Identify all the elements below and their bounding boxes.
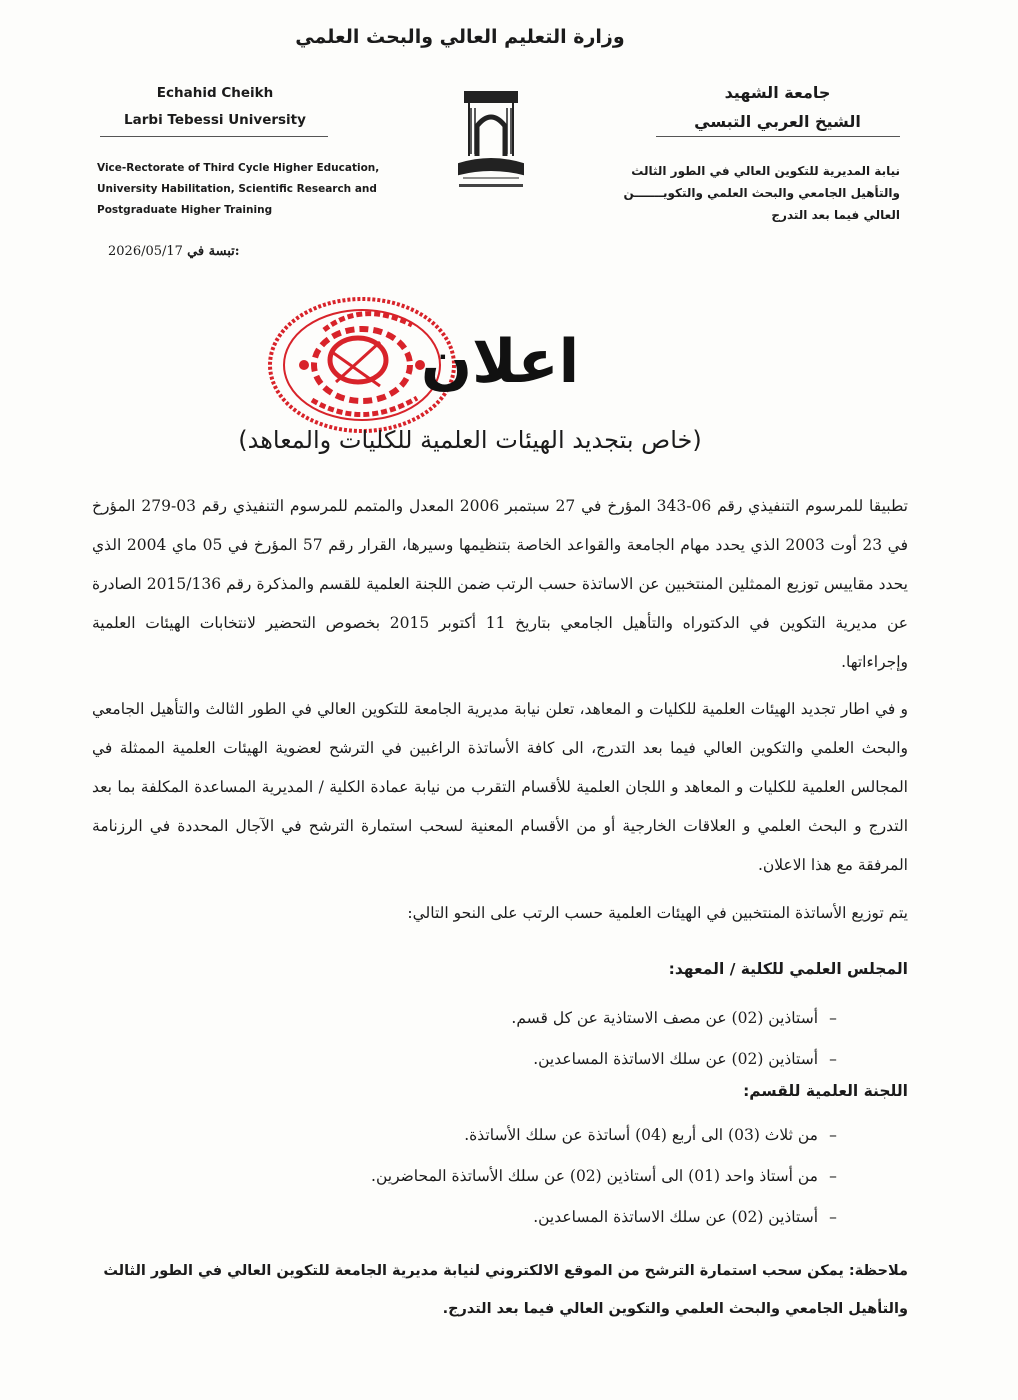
note-paragraph: ملاحظة: يمكن سحب استمارة الترشح من الموقع الالكتروني لنيابة مديرية الجامعة للتكوين العالي في الطور الثالث والتأهيل الجامعي والبحث العلمي والتكوين العالي فيما بعد التدرج.: [103, 1263, 908, 1317]
ministry-name: وزارة التعليم العالي والبحث العلمي: [295, 26, 625, 48]
dash-bullet: –: [829, 1050, 837, 1068]
list-item: [92, 1039, 848, 1080]
university-name-ar: [655, 78, 900, 136]
vice-rectorate-ar-line2: والتأهيل الجامعي والبحث العلمي والتكويـــــــن: [623, 186, 900, 200]
vice-rectorate-en-line2: University Habilitation, Scientific Research and: [97, 183, 377, 195]
faculty-council-heading: المجلس العلمي للكلية / المعهد:: [668, 960, 908, 978]
university-name-ar-line1: جامعة الشهيد: [724, 83, 831, 102]
announcement-paragraph: و في اطار تجديد الهيئات العلمية للكليات و المعاهد، تعلن نيابة مديرية الجامعة للتكوين العالي في الطور الثالث والتأهيل الجامعي والبحث العلمي والتكوين العالي فيما بعد التدرج، الى كافة الأساتذة الراغبين في الترشح لعضوية الهيئات العلمية الممثلة في المجالس العلمية للكليات و المعاهد و اللجان العلمية للأقسام التقرب من نيابة عمادة الكلية / المديرية المساعدة المكلفة بما بعد التدرج و البحث العلمي و العلاقات الخارجية أو من الأقسام المعنية لسحب استمارة الترشح في الآجال المحددة في الرزنامة المرفقة مع هذا الاعلان.: [92, 700, 908, 874]
list-item: [92, 1156, 848, 1197]
list-item: [92, 998, 848, 1039]
university-name-en: [100, 80, 330, 134]
list-item-text: أستاذين (02) عن سلك الاساتذة المساعدين.: [533, 1050, 818, 1068]
announcement-subtitle: (خاص بتجديد الهيئات العلمية للكليات والمعاهد): [238, 426, 702, 454]
university-name-ar-line2: الشيخ العربي التبسي: [694, 112, 861, 131]
vice-rectorate-en-line1: Vice-Rectorate of Third Cycle Higher Education,: [97, 162, 380, 174]
document-date: [108, 244, 240, 259]
vice-rectorate-en-line3: Postgraduate Higher Training: [97, 204, 273, 216]
list-item: [92, 1197, 848, 1238]
vice-rectorate-ar: [600, 160, 900, 226]
date-value: 2026/05/17: [108, 244, 183, 259]
date-label: تبسة في:: [187, 244, 240, 259]
distribution-intro: يتم توزيع الأساتذة المنتخبين في الهيئات العلمية حسب الرتب على النحو التالي:: [407, 904, 908, 922]
faculty-council-list: [92, 998, 848, 1080]
list-item-text: أستاذين (02) عن مصف الاستاذية عن كل قسم.: [511, 1009, 818, 1027]
vice-rectorate-ar-line1: نيابة المديرية للتكوين العالي في الطور الثالث: [631, 164, 900, 178]
university-gate-logo-icon: [451, 86, 531, 198]
dash-bullet: –: [829, 1208, 837, 1226]
vice-rectorate-ar-line3: العالي فيما بعد التدرج: [771, 208, 900, 222]
header-rule-right: [656, 136, 900, 137]
list-item-text: من ثلاث (03) الى أربع (04) أساتذة عن سلك الأساتذة.: [464, 1126, 818, 1144]
department-committee-heading: اللجنة العلمية للقسم:: [743, 1082, 908, 1100]
university-name-en-line1: Echahid Cheikh: [156, 85, 274, 101]
announcement-title: اعلان: [420, 327, 580, 397]
department-committee-list: [92, 1115, 848, 1238]
legal-basis-paragraph: تطبيقا للمرسوم التنفيذي رقم 06-343 المؤرخ في 27 سبتمبر 2006 المعدل والمتمم للمرسوم التنفيذي رقم 03-279 المؤرخ في 23 أوت 2003 الذي يحدد مهام الجامعة والقواعد الخاصة بتنظيمها وسيرها، القرار رقم 57 المؤرخ في 05 ماي 2004 الذي يحدد مقاييس توزيع الممثلين المنتخبين عن الاساتذة حسب الرتب ضمن اللجنة العلمية للقسم والمذكرة رقم 2015/136 الصادرة عن مديرية التكوين في الدكتوراه والتأهيل الجامعي بتاريخ 11 أكتوبر 2015 بخصوص التحضير لانتخابات الهيئات العلمية وإجراءاتها.: [92, 497, 909, 671]
university-name-en-line2: Larbi Tebessi University: [124, 112, 306, 128]
list-item-text: من أستاذ واحد (01) الى أستاذين (02) عن سلك الأساتذة المحاضرين.: [371, 1167, 818, 1185]
vice-rectorate-en: [97, 158, 387, 221]
list-item-text: أستاذين (02) عن سلك الاساتذة المساعدين.: [533, 1208, 818, 1226]
dash-bullet: –: [829, 1167, 837, 1185]
dash-bullet: –: [829, 1126, 837, 1144]
header-rule-left: [100, 136, 328, 137]
list-item: [92, 1115, 848, 1156]
dash-bullet: –: [829, 1009, 837, 1027]
